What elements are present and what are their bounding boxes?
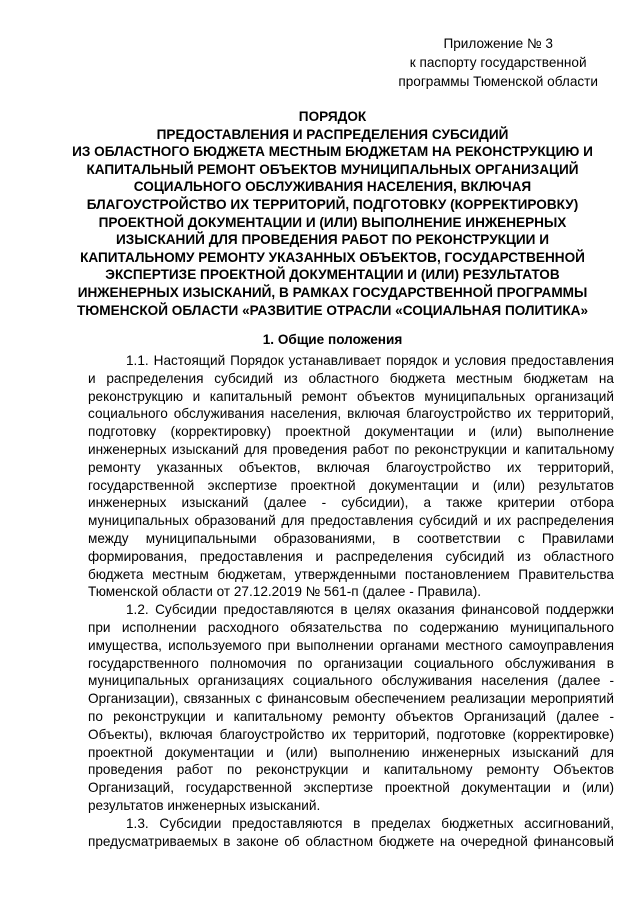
- paragraph-line: инженерных изысканий для проведения работ по реконструкции и капитальному: [88, 441, 614, 457]
- paragraph-1-2: [88, 601, 614, 815]
- title-line: ТЮМЕНСКОЙ ОБЛАСТИ «РАЗВИТИЕ ОТРАСЛИ «СОЦИАЛЬНАЯ ПОЛИТИКА»: [76, 302, 589, 318]
- title-line: ИНЖЕНЕРНЫХ ИЗЫСКАНИЙ, В РАМКАХ ГОСУДАРСТВЕННОЙ ПРОГРАММЫ: [77, 284, 588, 300]
- paragraph-line: ремонту указанных объектов, включая благоустройство их территорий,: [88, 459, 614, 475]
- appendix-line-2: к паспорту государственной: [409, 55, 587, 70]
- section-body: [88, 352, 614, 850]
- title-line: ПРЕДОСТАВЛЕНИЯ И РАСПРЕДЕЛЕНИЯ СУБСИДИЙ: [156, 126, 509, 142]
- paragraph-line: результатов инженерных изысканий.: [88, 797, 321, 813]
- title-line: ИЗ ОБЛАСТНОГО БЮДЖЕТА МЕСТНЫМ БЮДЖЕТАМ НА РЕКОНСТРУКЦИЮ И: [72, 144, 593, 160]
- title-line: БЛАГОУСТРОЙСТВО ИХ ТЕРРИТОРИЙ, ПОДГОТОВКУ (КОРРЕКТИРОВКУ): [86, 196, 579, 212]
- appendix-note: [398, 34, 598, 91]
- paragraph-line: и распределения субсидий из областного бюджета местным бюджетам на: [88, 370, 614, 386]
- paragraph-1-1: [88, 352, 614, 601]
- paragraph-line: при исполнении расходного обязательства по содержанию муниципального: [88, 619, 614, 635]
- paragraph-line: проведения работ по реконструкции и капитальному ремонту Объектов: [88, 762, 614, 778]
- title-line: КАПИТАЛЬНЫЙ РЕМОНТ ОБЪЕКТОВ МУНИЦИПАЛЬНЫХ ОРГАНИЗАЦИЙ: [86, 161, 579, 177]
- paragraph-line: Объекты), включая благоустройство их территорий, подготовке (корректировке): [88, 726, 614, 742]
- title-line: СОЦИАЛЬНОГО ОБСЛУЖИВАНИЯ НАСЕЛЕНИЯ, ВКЛЮЧАЯ: [133, 179, 532, 195]
- title-line: ИЗЫСКАНИЙ ДЛЯ ПРОВЕДЕНИЯ РАБОТ ПО РЕКОНСТРУКЦИИ И: [116, 232, 549, 248]
- paragraph-line: 1.1. Настоящий Порядок устанавливает порядок и условия предоставления: [126, 353, 614, 368]
- paragraph-line: проектной документации и (или) выполнению инженерных изысканий для: [88, 744, 614, 760]
- paragraph-line: 1.3. Субсидии предоставляются в пределах бюджетных ассигнований,: [126, 815, 614, 831]
- paragraph-line: Организаций, государственной экспертизе проектной документации и (или): [88, 780, 614, 796]
- appendix-line-3: программы Тюменской области: [398, 74, 598, 89]
- paragraph-line: социального обслуживания населения, включая благоустройство их территорий,: [88, 406, 614, 422]
- appendix-line-1: Приложение № 3: [443, 36, 553, 51]
- paragraph-line: государственного полномочия по организации социального обслуживания в: [88, 655, 614, 671]
- document-title: [60, 108, 605, 319]
- paragraph-line: Организации), связанных с финансовым обеспечением реализации мероприятий: [88, 691, 614, 707]
- paragraph-line: муниципальных образований для предоставления субсидий и их распределения: [88, 513, 614, 529]
- paragraph-line: Тюменской области от 27.12.2019 № 561-п (далее - Правила).: [88, 584, 482, 600]
- paragraph-line: муниципальных организациях социального обслуживания населения (далее -: [88, 673, 614, 689]
- title-line: КАПИТАЛЬНОМУ РЕМОНТУ УКАЗАННЫХ ОБЪЕКТОВ, ГОСУДАРСТВЕННОЙ: [80, 249, 585, 265]
- paragraph-line: инженерных изысканий (далее - субсидии), а также критерии отбора: [88, 495, 614, 511]
- paragraph-line: подготовку (корректировку) проектной документации и (или) выполнение: [88, 424, 614, 440]
- paragraph-line: государственной экспертизе проектной документации и (или) результатов: [88, 477, 614, 493]
- paragraph-line: предусматриваемых в законе об областном бюджете на очередной финансовый: [88, 833, 614, 849]
- paragraph-1-3: [88, 815, 614, 851]
- paragraph-line: между муниципальными образованиями, в соответствии с Правилами: [88, 530, 614, 546]
- paragraph-line: 1.2. Субсидии предоставляются в целях оказания финансовой поддержки: [126, 602, 614, 618]
- paragraph-line: реконструкцию и капитальный ремонт объектов муниципальных организаций: [88, 388, 614, 404]
- title-line: ПОРЯДОК: [298, 109, 367, 124]
- paragraph-line: формирования, предоставления и распределения субсидий из областного: [88, 548, 614, 564]
- section-heading: 1. Общие положения: [262, 332, 403, 347]
- paragraph-line: бюджета местным бюджетам, утвержденными постановлением Правительства: [88, 566, 614, 582]
- title-line: ПРОЕКТНОЙ ДОКУМЕНТАЦИИ И (ИЛИ) ВЫПОЛНЕНИЕ ИНЖЕНЕРНЫХ: [98, 214, 567, 230]
- title-line: ЭКСПЕРТИЗЕ ПРОЕКТНОЙ ДОКУМЕНТАЦИИ И (ИЛИ) РЕЗУЛЬТАТОВ: [105, 267, 560, 283]
- paragraph-line: по реконструкции и капитальному ремонту объектов Организаций (далее -: [88, 708, 614, 724]
- paragraph-line: имущества, используемого при выполнении органами местного самоуправления: [88, 637, 614, 653]
